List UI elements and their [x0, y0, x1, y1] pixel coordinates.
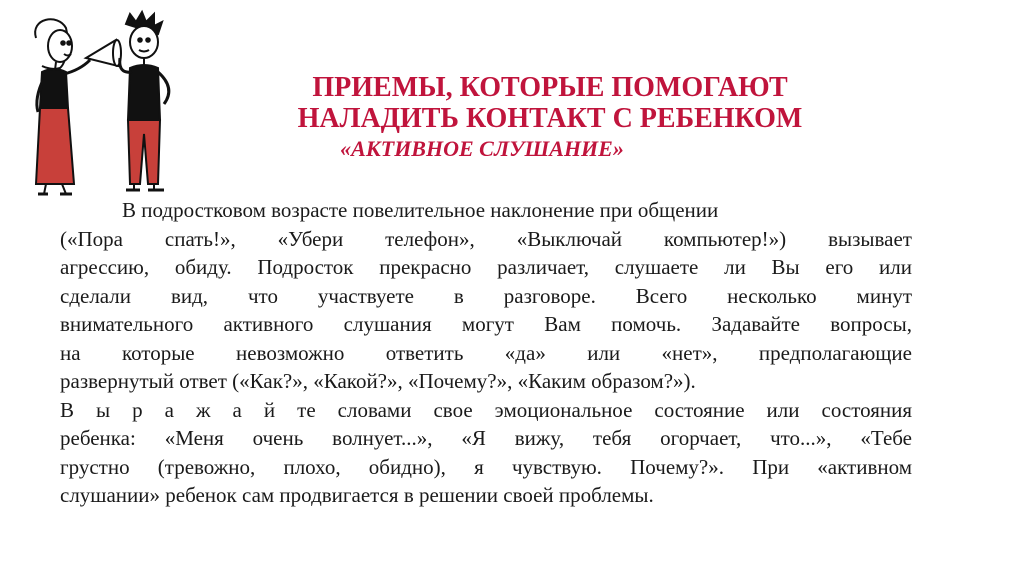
megaphone-icon — [86, 40, 121, 66]
body-line: грустно (тревожно, плохо, обидно), я чувствую. Почему?». При «активном — [60, 454, 912, 479]
title-line-1: ПРИЕМЫ, КОТОРЫЕ ПОМОГАЮТ — [312, 72, 788, 103]
body-line: В ы р а ж а й те словами свое эмоциональное состояние или состояния — [60, 397, 912, 422]
body-line: развернутый ответ («Как?», «Какой?», «Почему?», «Каким образом?»). — [60, 369, 696, 393]
body-line: внимательного активного слушания могут Вам помочь. Задавайте вопросы, — [60, 312, 912, 336]
two-people-talking-through-megaphone-icon — [8, 8, 208, 198]
woman-figure-icon — [35, 19, 90, 194]
body-line: ребенка: «Меня очень волнует...», «Я вижу, тебя огорчает, что...», «Тебе — [60, 426, 912, 450]
body-text — [60, 196, 912, 510]
body-line: агрессию, обиду. Подросток прекрасно различает, слушаете ли Вы его или — [60, 255, 912, 279]
man-figure-icon — [120, 12, 169, 190]
page-title — [250, 72, 850, 134]
subtitle: «АКТИВНОЕ СЛУШАНИЕ» — [340, 136, 624, 161]
body-line: В подростковом возрасте повелительное наклонение при общении — [122, 198, 719, 222]
body-line: слушании» ребенок сам продвигается в решении своей проблемы. — [60, 483, 654, 507]
body-line: на которые невозможно ответить «да» или «нет», предполагающие — [60, 340, 912, 365]
title-line-2: НАЛАДИТЬ КОНТАКТ С РЕБЕНКОМ — [297, 103, 803, 134]
body-line: сделали вид, что участвуете в разговоре. Всего несколько минут — [60, 283, 912, 308]
body-line: («Пора спать!», «Убери телефон», «Выключай компьютер!») вызывает — [60, 226, 912, 251]
